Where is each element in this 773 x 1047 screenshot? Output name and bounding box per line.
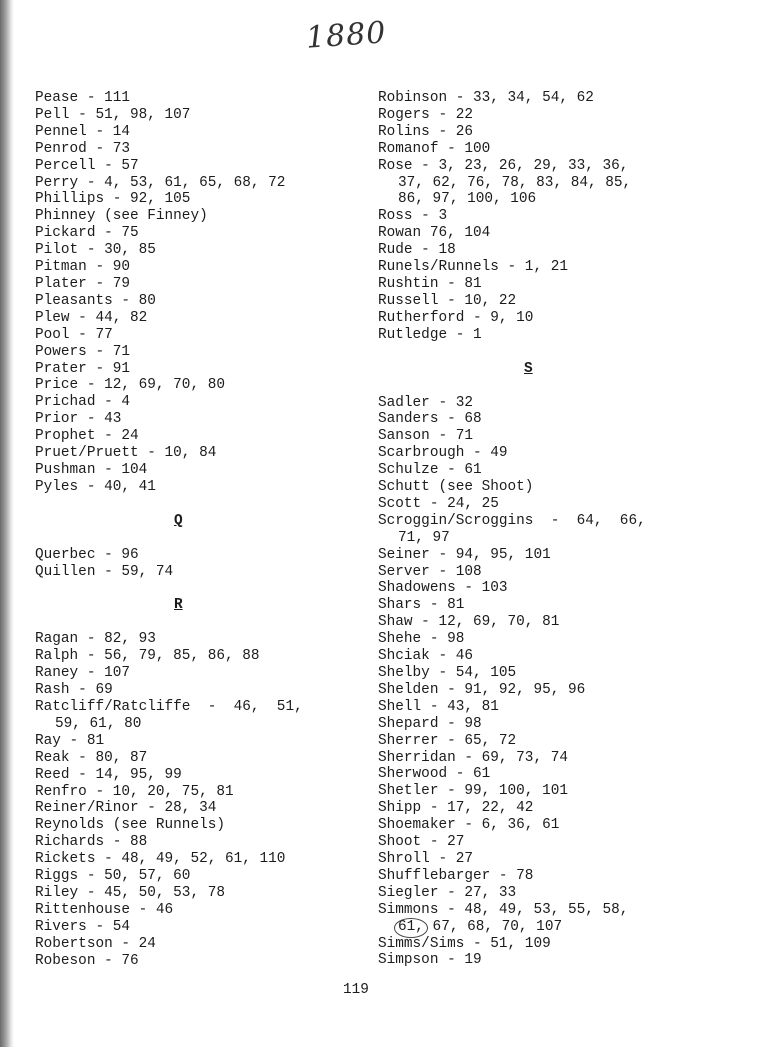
index-entry: Pushman - 104 (35, 461, 148, 478)
index-entry: Perry - 4, 53, 61, 65, 68, 72 (35, 174, 286, 191)
index-entry: Server - 108 (378, 563, 482, 580)
index-entry: Shipp - 17, 22, 42 (378, 800, 534, 817)
index-entry: Ralph - 56, 79, 85, 86, 88 (35, 648, 260, 665)
index-entry: Schulze - 61 (378, 462, 482, 479)
index-entry: Sherwood - 61 (378, 766, 491, 783)
index-entry: Shehe - 98 (378, 631, 465, 648)
index-entry: Renfro - 10, 20, 75, 81 (35, 783, 234, 800)
index-entry: Robertson - 24 (35, 935, 156, 952)
index-entry: Rushtin - 81 (378, 275, 482, 292)
index-entry: Pell - 51, 98, 107 (35, 106, 191, 123)
r-entries-list-b (35, 733, 355, 970)
index-entry: Scarbrough - 49 (378, 445, 508, 462)
index-entry: Riley - 45, 50, 53, 78 (35, 884, 225, 901)
index-entry: Rolins - 26 (378, 123, 473, 140)
left-index-column (35, 90, 355, 970)
index-entry: Reynolds (see Runnels) (35, 817, 225, 834)
scan-shadow-edge (0, 0, 14, 1047)
index-entry: Quillen - 59, 74 (35, 563, 174, 580)
index-entry: Prophet - 24 (35, 428, 139, 445)
index-entry: Schutt (see Shoot) (378, 479, 534, 496)
index-entry-continuation: 71, 97 (398, 529, 450, 546)
index-entry: Shoemaker - 6, 36, 61 (378, 817, 560, 834)
section-heading-s: S (524, 360, 533, 377)
r-entries-list-right-b (378, 208, 708, 343)
index-entry: Scroggin/Scroggins - 64, 66, (378, 512, 646, 529)
index-entry: Plew - 44, 82 (35, 309, 148, 326)
index-entry: Shars - 81 (378, 597, 465, 614)
index-entry: Rose - 3, 23, 26, 29, 33, 36, (378, 157, 629, 174)
q-entries-list (35, 547, 355, 581)
p-entries-list (35, 90, 355, 496)
index-entry: Robinson - 33, 34, 54, 62 (378, 90, 594, 106)
index-entry: Querbec - 96 (35, 546, 139, 563)
index-entry-continuation: 37, 62, 76, 78, 83, 84, 85, (398, 174, 632, 191)
index-entry: Rittenhouse - 46 (35, 901, 174, 918)
hand-drawn-circle (394, 918, 428, 938)
index-entry: Prior - 43 (35, 411, 122, 428)
right-index-column (378, 90, 708, 969)
index-entry: Ray - 81 (35, 732, 105, 749)
index-entry: Seiner - 94, 95, 101 (378, 546, 551, 563)
index-entry: Sadler - 32 (378, 394, 473, 411)
index-entry: Rogers - 22 (378, 106, 473, 123)
index-entry: Robeson - 76 (35, 952, 139, 969)
index-entry: Rutledge - 1 (378, 326, 482, 343)
index-entry: Shepard - 98 (378, 715, 482, 732)
index-entry: Price - 12, 69, 70, 80 (35, 377, 225, 394)
index-entry: Runels/Runnels - 1, 21 (378, 259, 568, 276)
index-entry-continuation: 59, 61, 80 (55, 715, 142, 732)
circled-page-reference: 61, (398, 919, 424, 936)
handwritten-year: 1880 (304, 15, 388, 56)
index-entry: Ragan - 82, 93 (35, 631, 156, 648)
index-entry: Shufflebarger - 78 (378, 867, 534, 884)
section-heading-r: R (174, 597, 183, 614)
index-entry: Romanof - 100 (378, 140, 491, 157)
index-entry: Pennel - 14 (35, 123, 130, 140)
index-entry: Raney - 107 (35, 665, 130, 682)
index-entry: Shoot - 27 (378, 834, 465, 851)
index-entry: Sanders - 68 (378, 411, 482, 428)
index-entry-continuation: 61, 67, 68, 70, 107 (378, 919, 708, 936)
s-entries-list-c (378, 936, 708, 970)
section-heading-q: Q (174, 512, 183, 529)
index-entry: Sherrer - 65, 72 (378, 732, 517, 749)
index-entry-continuation: 86, 97, 100, 106 (398, 191, 537, 208)
index-entry: Shciak - 46 (378, 648, 473, 665)
index-entry: Reak - 80, 87 (35, 749, 148, 766)
index-entry: Shelby - 54, 105 (378, 665, 517, 681)
index-entry: Pool - 77 (35, 326, 113, 343)
index-entry: Prater - 91 (35, 360, 130, 377)
index-entry: Ratcliff/Ratcliffe - 46, 51, (35, 699, 303, 715)
index-entry: Siegler - 27, 33 (378, 884, 517, 901)
s-entries-list-a (378, 395, 708, 530)
index-entry: Rude - 18 (378, 242, 456, 259)
index-entry: Phinney (see Finney) (35, 208, 208, 225)
index-entry: Shelden - 91, 92, 95, 96 (378, 681, 586, 698)
index-entry: Percell - 57 (35, 157, 139, 174)
index-entry: Pitman - 90 (35, 259, 130, 276)
index-entry: Pilot - 30, 85 (35, 242, 156, 259)
index-entry: Penrod - 73 (35, 140, 130, 157)
r-entries-list-right-a (378, 90, 708, 175)
r-entries-list-a (35, 631, 355, 716)
index-entry: Plater - 79 (35, 275, 130, 292)
index-entry: Russell - 10, 22 (378, 292, 517, 309)
index-entry: Simpson - 19 (378, 952, 482, 969)
index-entry: Rivers - 54 (35, 918, 130, 935)
index-entry: Rash - 69 (35, 682, 113, 699)
index-entry: Shell - 43, 81 (378, 698, 499, 715)
s-entries-list-b (378, 547, 708, 919)
index-entry: Simms/Sims - 51, 109 (378, 935, 551, 952)
index-entry: Pyles - 40, 41 (35, 478, 156, 495)
index-entry: Pickard - 75 (35, 225, 139, 242)
index-entry: Pruet/Pruett - 10, 84 (35, 445, 217, 462)
index-entry: Shroll - 27 (378, 850, 473, 867)
index-entry: Shadowens - 103 (378, 580, 508, 597)
index-entry: Powers - 71 (35, 343, 130, 360)
page-number: 119 (343, 982, 369, 998)
index-entry: Reiner/Rinor - 28, 34 (35, 800, 217, 817)
index-entry: Sanson - 71 (378, 428, 473, 445)
index-entry: Simmons - 48, 49, 53, 55, 58, (378, 901, 629, 918)
index-entry: Prichad - 4 (35, 394, 130, 411)
index-entry: Rutherford - 9, 10 (378, 309, 534, 326)
index-entry: Pease - 111 (35, 90, 130, 106)
index-entry: Rickets - 48, 49, 52, 61, 110 (35, 851, 286, 868)
index-entry: Richards - 88 (35, 834, 148, 851)
index-entry: Ross - 3 (378, 208, 448, 225)
index-entry: Shaw - 12, 69, 70, 81 (378, 614, 560, 631)
index-entry: Rowan 76, 104 (378, 225, 491, 242)
index-entry: Phillips - 92, 105 (35, 191, 191, 208)
index-entry: Riggs - 50, 57, 60 (35, 868, 191, 885)
index-entry: Reed - 14, 95, 99 (35, 766, 182, 783)
index-entry: Shetler - 99, 100, 101 (378, 783, 568, 800)
index-entry: Sherridan - 69, 73, 74 (378, 749, 568, 766)
index-entry: Pleasants - 80 (35, 292, 156, 309)
index-entry: Scott - 24, 25 (378, 495, 499, 512)
